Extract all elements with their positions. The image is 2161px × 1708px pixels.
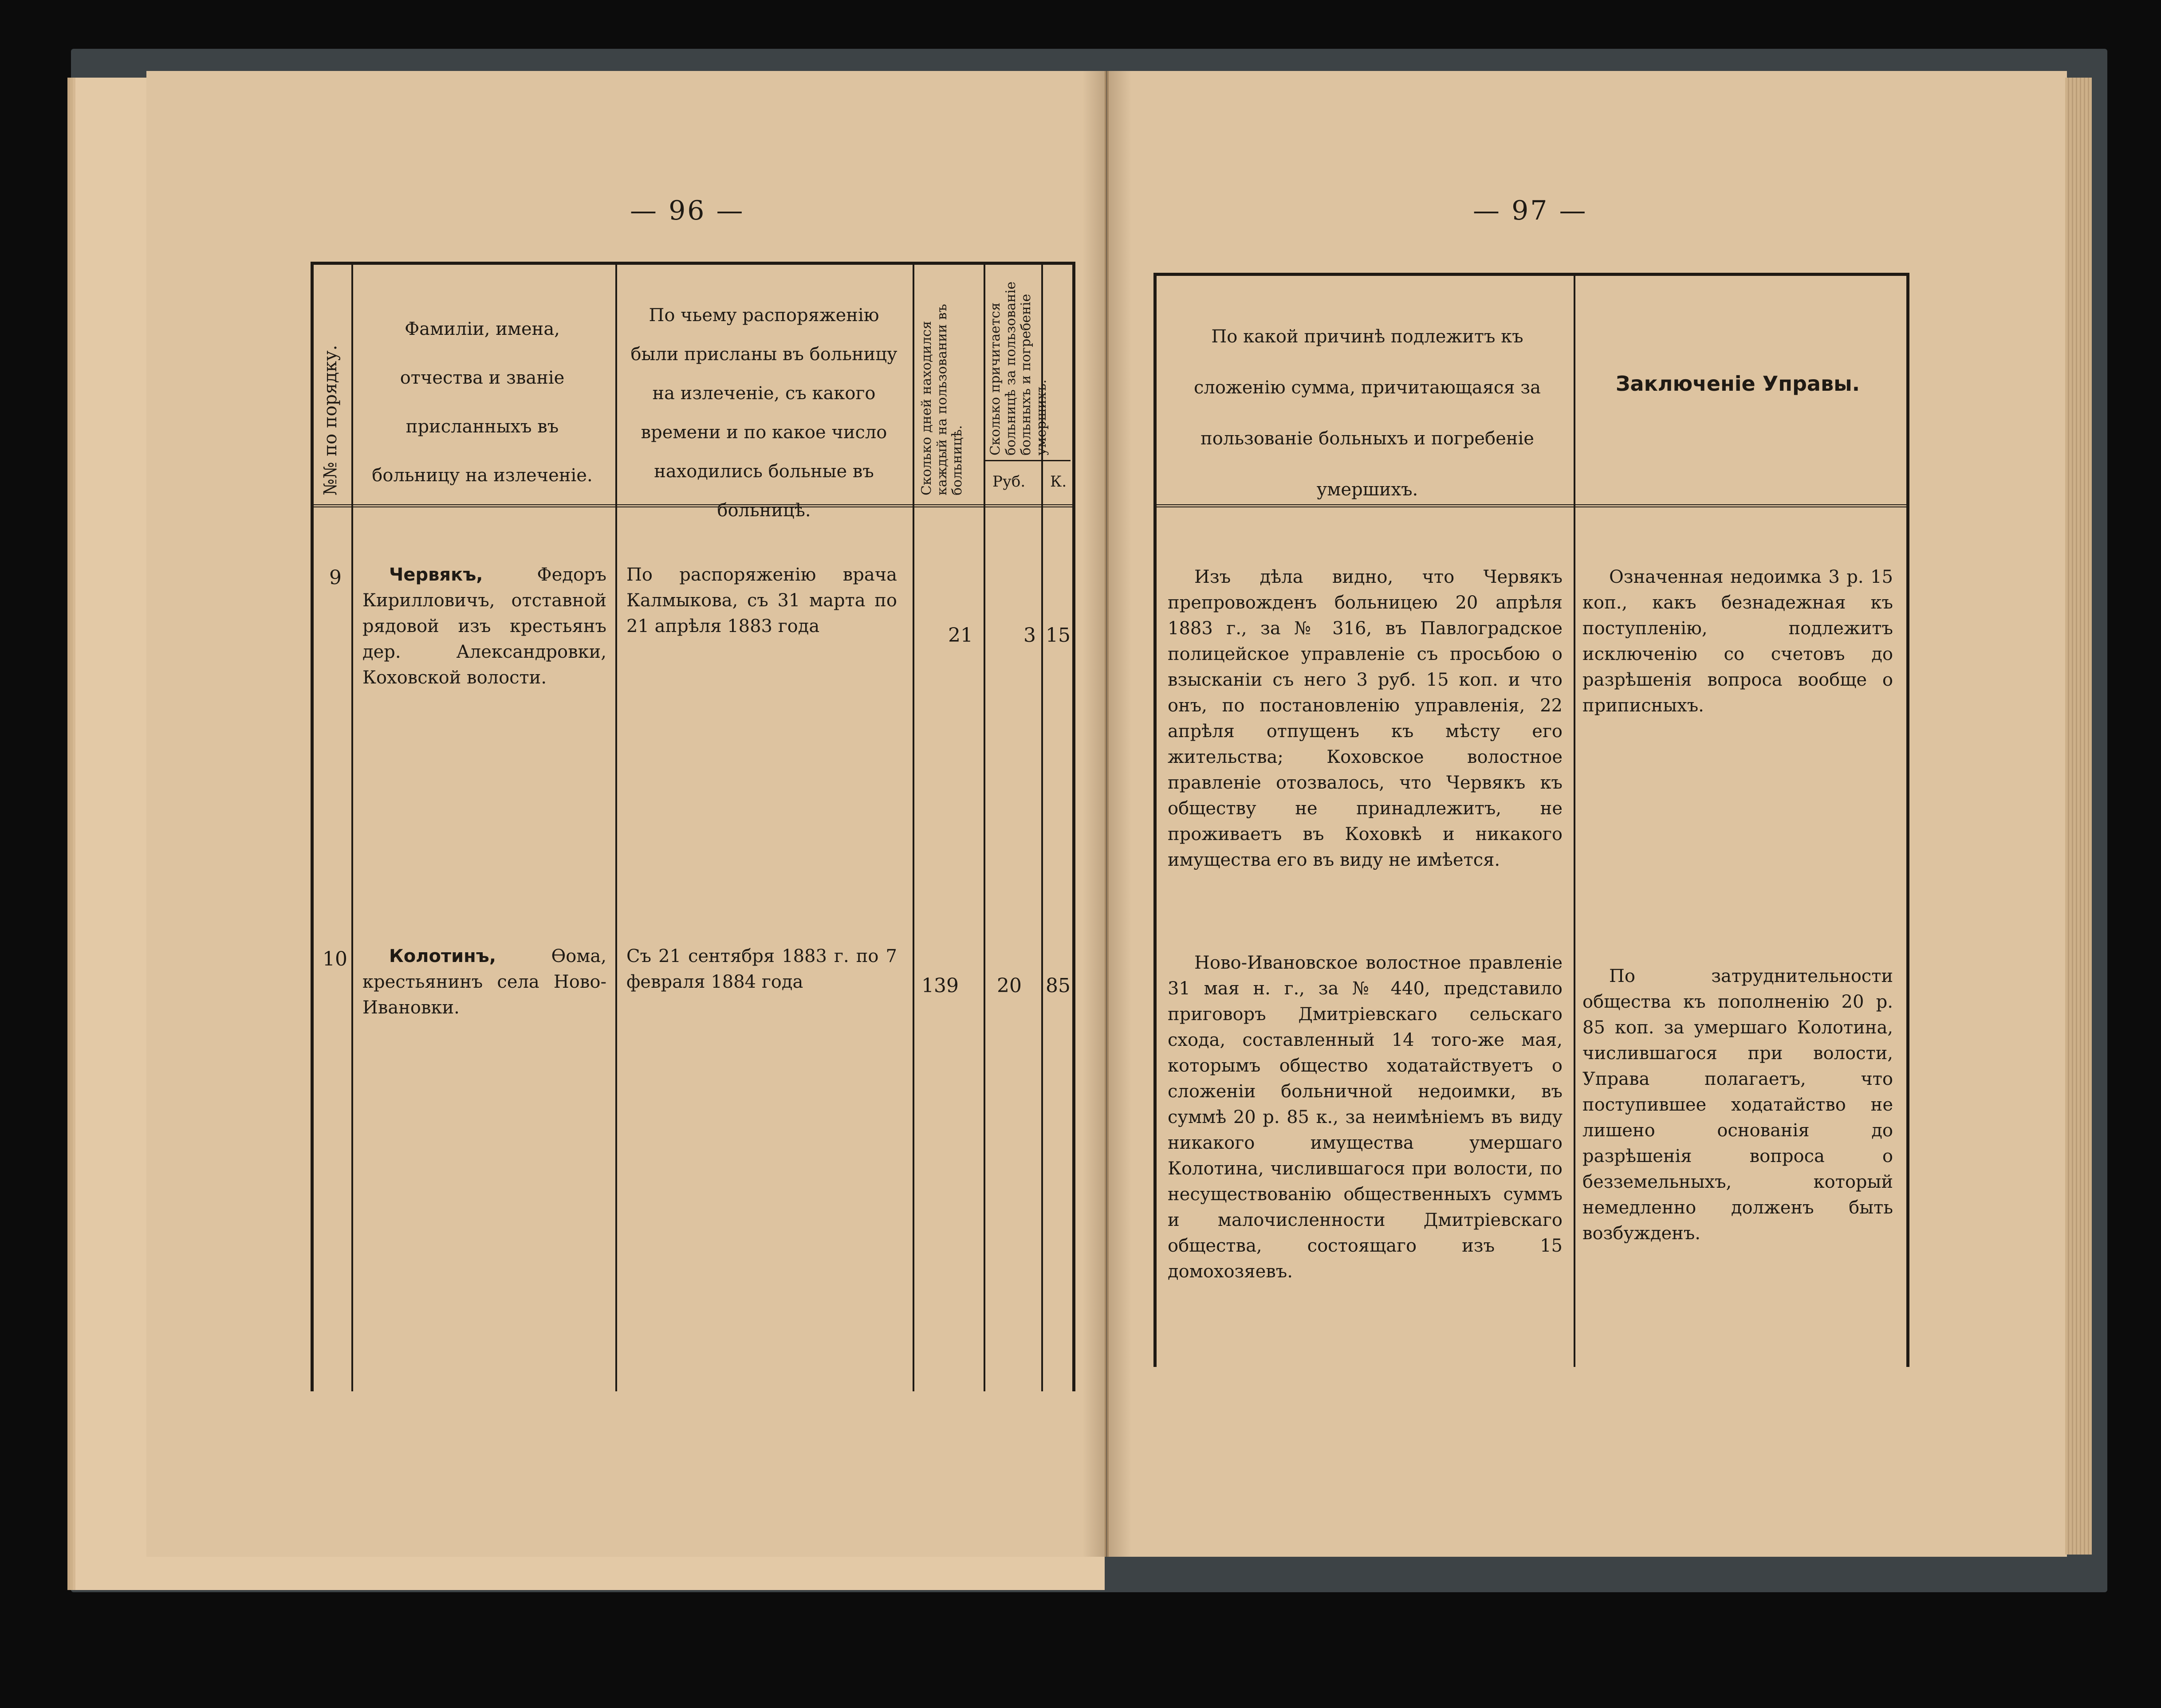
patient-name	[362, 943, 606, 1021]
patient-details: Ѳома, крестьянинъ села Ново-Ивановки.	[362, 946, 606, 1018]
days-value: 21	[948, 624, 973, 647]
right-table	[1153, 273, 1909, 1367]
rub-value: 3	[1023, 624, 1036, 647]
row-number: 10	[323, 948, 347, 970]
patient-details: Федоръ Кирилловичъ, отставной рядовой изъ крестьянъ дер. Александровки, Коховской волости.	[362, 565, 606, 688]
money-subheader-rule	[984, 460, 1071, 461]
header-amount: Сколько причитается больницѣ за пользованіе больныхъ и погребеніе умершихъ.	[988, 281, 1049, 455]
page-number-left: — 96 —	[630, 195, 745, 226]
header-days: Сколько дней находился каждый на пользовании въ больницѣ.	[919, 304, 965, 495]
header-order: По чьему распоряженію были присланы въ больницу на излеченіе, съ какого времени и по какое число находились больные въ больницѣ.	[630, 305, 897, 521]
patient-name	[362, 562, 606, 691]
patient-surname: Червякъ,	[389, 565, 483, 585]
left-table	[311, 262, 1075, 1391]
col-divider	[1574, 276, 1575, 1367]
header-rub: Руб.	[992, 473, 1026, 491]
patient-surname: Колотинъ,	[389, 946, 496, 966]
referral-order: По распоряженію врача Калмыкова, съ 31 марта по 21 апрѣля 1883 года	[626, 565, 897, 636]
header-number: №№ по порядку.	[320, 345, 341, 495]
col-divider	[615, 265, 617, 1391]
col-divider	[984, 265, 985, 1391]
days-value: 139	[921, 974, 959, 997]
header-kop: К.	[1050, 473, 1067, 491]
header-conclusion: Заключеніе Управы.	[1615, 372, 1860, 396]
col-divider	[351, 265, 353, 1391]
conclusion-text: По затруднительности общества къ пополненію 20 р. 85 коп. за умершаго Колотина, числившагося при волости, Управа полагаетъ, что поступившее ходатайство не лишено основанія до разрѣшенія вопроса о безземельныхъ, который немедленно долженъ быть возбужденъ.	[1582, 966, 1893, 1244]
book-gutter	[1082, 71, 1131, 1557]
kop-value: 15	[1046, 624, 1071, 647]
header-name: Фамиліи, имена, отчества и званіе присланныхъ въ больницу на излеченіе.	[372, 319, 593, 486]
page-number-right: — 97 —	[1473, 195, 1588, 226]
page-edges	[2065, 78, 2092, 1555]
reason-text: Ново-Ивановское волостное правленіе 31 мая н. г., за № 440, представило приговоръ Дмитріевскаго сельскаго схода, составленный 14 того-же мая, которымъ общество ходатайствуетъ о сложеніи больничной недоимки, въ суммѣ 20 р. 85 к., за неимѣніемъ въ виду никакого имущества умершаго Колотина, числившагося при волости, по несуществованію общественныхъ суммъ и малочисленности Дмитріевскаго общества, состоящаго изъ 15 домохозяевъ.	[1168, 953, 1563, 1282]
col-divider	[913, 265, 914, 1391]
conclusion-text: Означенная недоимка 3 р. 15 коп., какъ безнадежная къ поступленію, подлежитъ исключенію со счетовъ до разрѣшенія вопроса вообще о приписныхъ.	[1582, 567, 1893, 716]
reason-text: Изъ дѣла видно, что Червякъ препровожденъ больницею 20 апрѣля 1883 г., за № 316, въ Павлоградское полицейское управленіе съ просьбою о взысканіи съ него 3 руб. 15 коп. и что онъ, по постановленію управленія, 22 апрѣля отпущенъ къ мѣсту его жительства; Коховское волостное правленіе отозвалось, что Червякъ къ обществу не принадлежитъ, не проживаетъ въ Коховкѣ и никакого имущества его въ виду не имѣется.	[1168, 567, 1563, 870]
header-reason: По какой причинѣ подлежитъ къ сложенію сумма, причитающаяся за пользованіе больныхъ и погребеніе умершихъ.	[1194, 326, 1541, 500]
referral-order: Съ 21 сентября 1883 г. по 7 февраля 1884 года	[626, 946, 897, 992]
rub-value: 20	[997, 974, 1022, 997]
row-number: 9	[329, 566, 342, 589]
kop-value: 85	[1046, 974, 1071, 997]
